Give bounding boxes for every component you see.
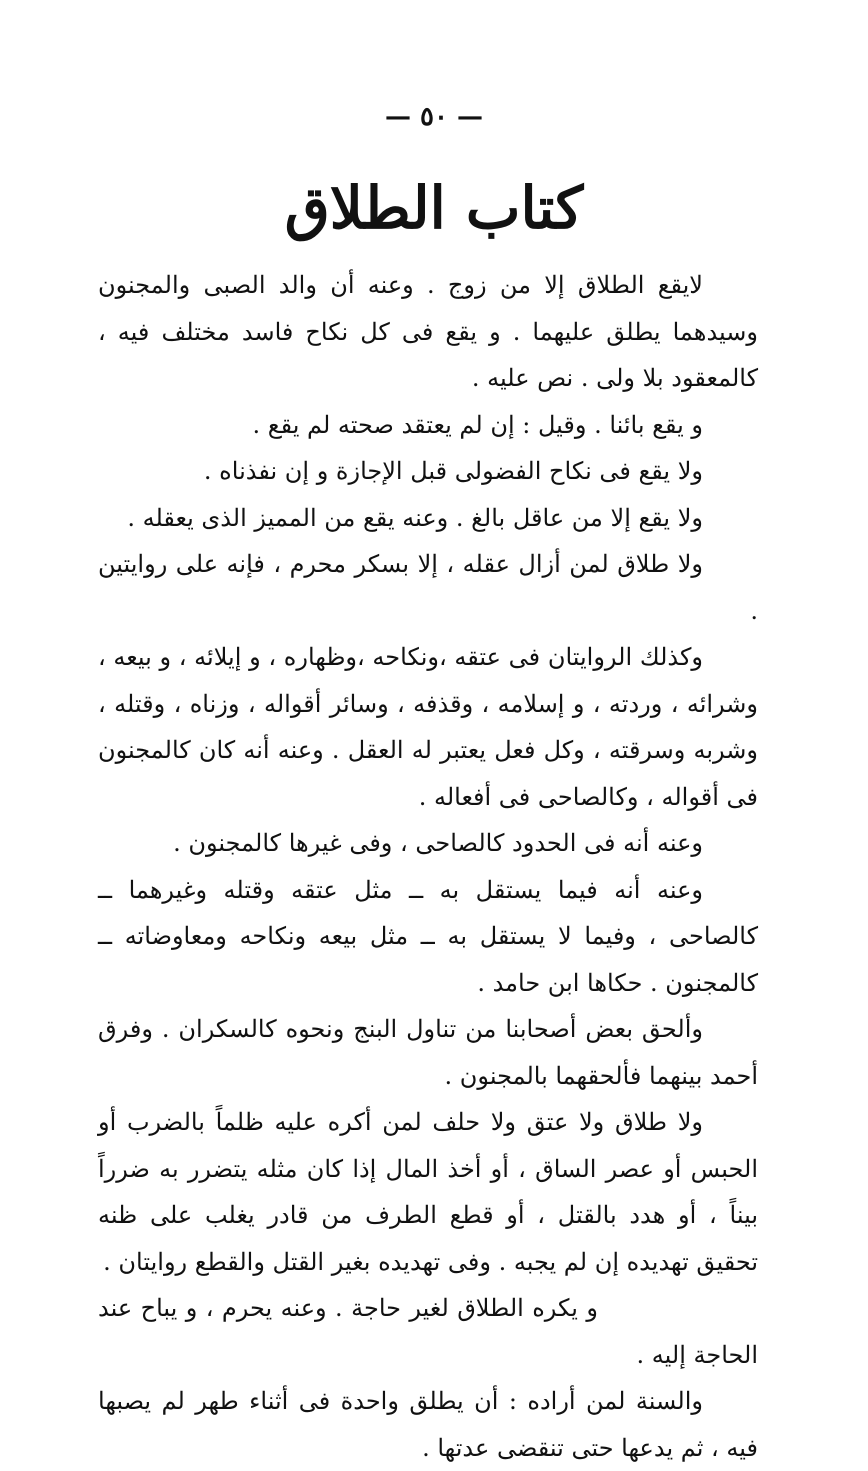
paragraph: ولا يقع فى نكاح الفضولى قبل الإجازة و إن نفذناه . (203, 457, 703, 485)
paragraph: ولا طلاق لمن أزال عقله ، إلا بسكر محرم ، فإنه على روايتين . (98, 550, 758, 625)
paragraph: و يقع بائنا . وقيل : إن لم يعتقد صحته لم يقع . (252, 410, 703, 439)
paragraph: وعنه أنه فى الحدود كالصاحى ، وفى غيرها كالمجنون . (173, 829, 703, 857)
chapter-title: كتاب الطلاق (284, 174, 584, 242)
paragraph: وكذلك الروايتان فى عتقه ،ونكاحه ،وظهاره ، و إيلائه ، و بيعه ، وشرائه ، وردته ، و إسلامه ، وقذفه ، وسائر أقواله ، وزناه ، وقتله ، وشربه وسرقته ، وكل فعل يعتبر له العقل . وعنه أنه كان كالمجنون فى أقواله ، وكالصاحى فى أفعاله . (98, 643, 758, 811)
paragraph: وألحق بعض أصحابنا من تناول البنج ونحوه كالسكران . وفرق أحمد بينهما فألحقهما بالمجنون . (98, 1015, 758, 1090)
page-number: — ٥٠ — (384, 102, 484, 132)
paragraph: وعنه أنه فيما يستقل به ــ مثل عتقه وقتله وغيرهما ــ كالصاحى ، وفيما لا يستقل به ــ مثل بيعه ونكاحه ومعاوضاته ــ كالمجنون . حكاها ابن حامد . (98, 875, 758, 997)
paragraph: ولا طلاق ولا عتق ولا حلف لمن أكره عليه ظلماً بالضرب أو الحبس أو عصر الساق ، أو أخذ المال إذا كان مثله يتضرر به ضرراً بيناً ، أو هدد بالقتل ، أو قطع الطرف من قادر يغلب على ظنه تحقيق تهديده إن لم يجبه . وفى تهديده بغير القتل والقطع روايتان . (98, 1108, 759, 1276)
paragraph: و يكره الطلاق لغير حاجة . وعنه يحرم ، و يباح عند الحاجة إليه . (98, 1294, 758, 1369)
paragraph: والسنة لمن أراده : أن يطلق واحدة فى أثناء طهر لم يصبها فيه ، ثم يدعها حتى تنقضى عدتها . (98, 1387, 758, 1462)
body-text (98, 262, 758, 1471)
paragraph: لايقع الطلاق إلا من زوج . وعنه أن والد الصبى والمجنون وسيدهما يطلق عليهما . و يقع فى كل نكاح فاسد مختلف فيه ، كالمعقود بلا ولى . نص عليه . (98, 271, 758, 392)
paragraph: ولا يقع إلا من عاقل بالغ . وعنه يقع من المميز الذى يعقله . (127, 503, 703, 532)
